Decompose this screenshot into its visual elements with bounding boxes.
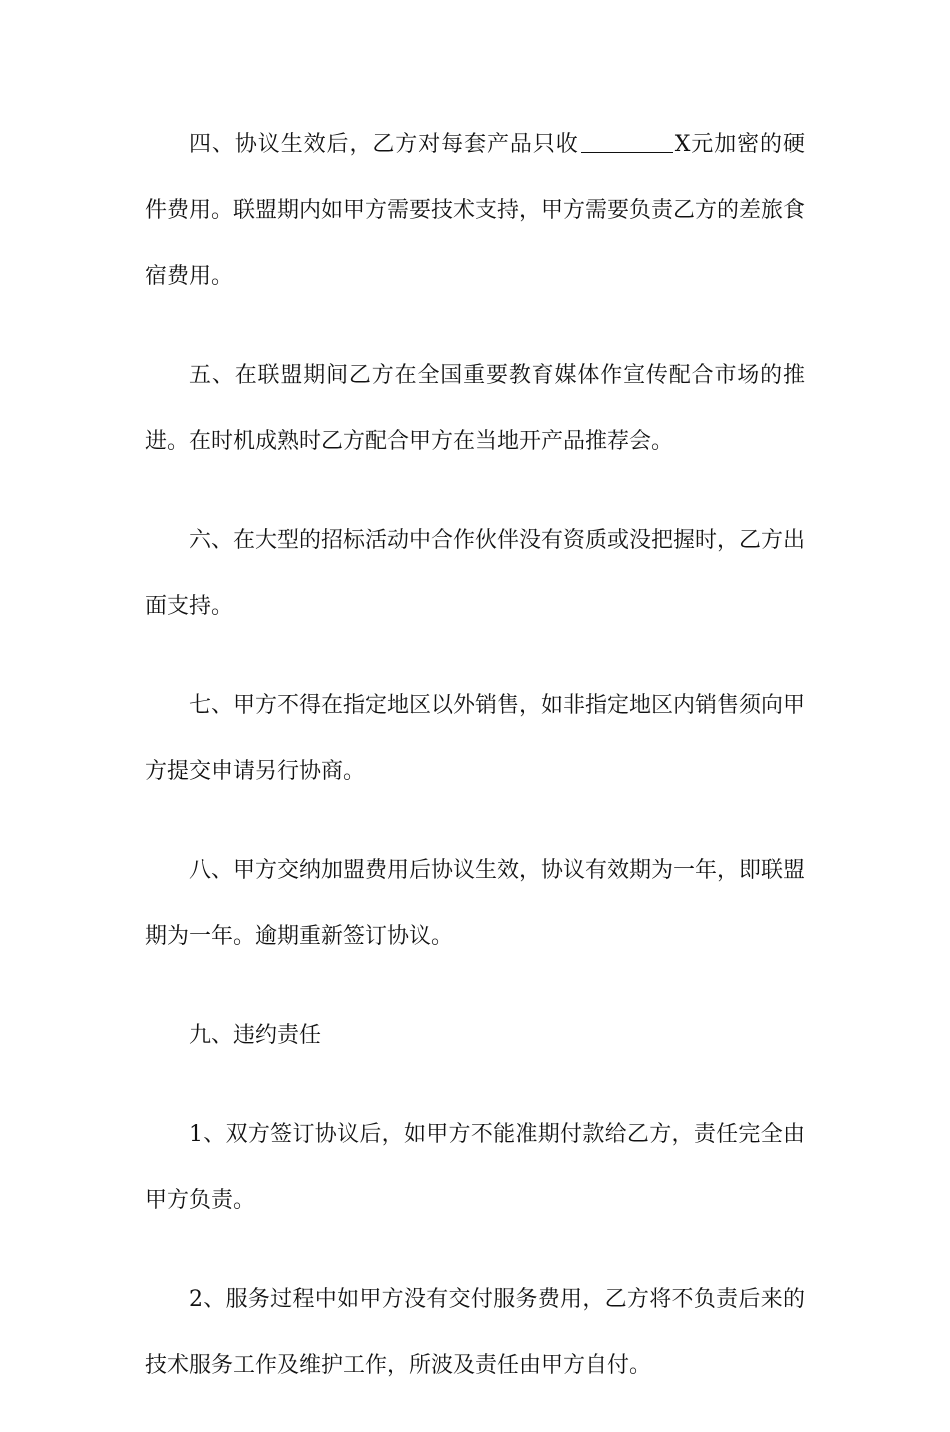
clause-4	[145, 112, 805, 310]
clause-9-item-2: 2、服务过程中如甲方没有交付服务费用，乙方将不负责后来的技术服务工作及维护工作，所波及责任由甲方自付。	[145, 1287, 805, 1378]
fill-in-blank	[581, 132, 673, 153]
clause-9-item-1: 1、双方签订协议后，如甲方不能准期付款给乙方，责任完全由甲方负责。	[145, 1122, 805, 1213]
clause-5: 五、在联盟期间乙方在全国重要教育媒体作宣传配合市场的推进。在时机成熟时乙方配合甲方在当地开产品推荐会。	[145, 363, 805, 454]
clause-8: 八、甲方交纳加盟费用后协议生效，协议有效期为一年，即联盟期为一年。逾期重新签订协议。	[145, 858, 806, 949]
clause-7: 七、甲方不得在指定地区以外销售，如非指定地区内销售须向甲方提交申请另行协商。	[145, 693, 806, 784]
clause-4-text-end: X元加密的硬件费用。联盟期内如甲方需要技术支持，甲方需要负责乙方的差旅食宿费用。	[145, 132, 806, 289]
clause-6: 六、在大型的招标活动中合作伙伴没有资质或没把握时，乙方出面支持。	[145, 528, 806, 619]
document-body	[145, 112, 805, 1432]
clause-4-text-start: 四、协议生效后，乙方对每套产品只收	[189, 132, 579, 157]
clause-9-heading: 九、违约责任	[189, 1023, 322, 1048]
